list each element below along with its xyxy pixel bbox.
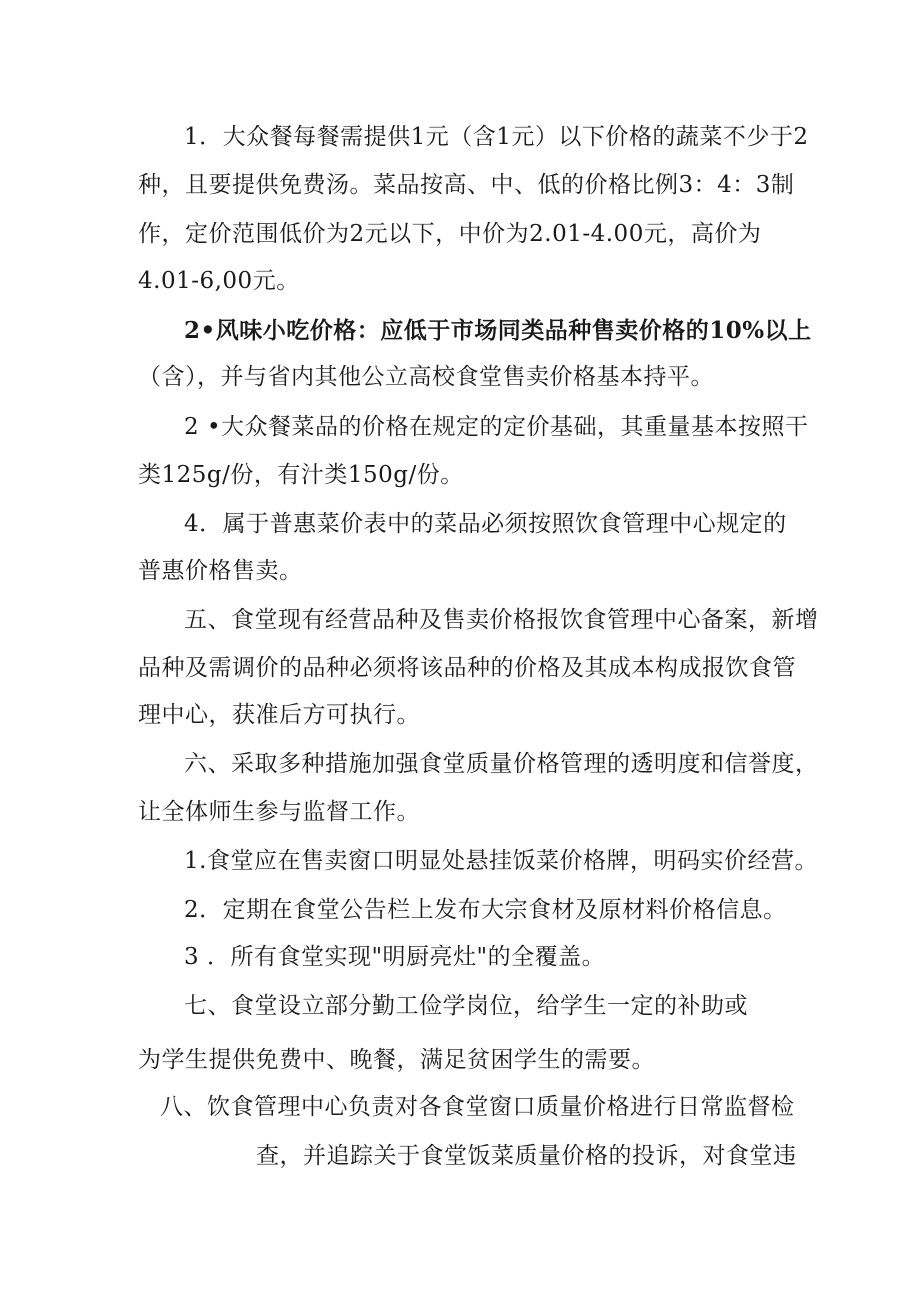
text-line: 4.01-6,00元。 bbox=[138, 268, 300, 294]
text-line: 六、采取多种措施加强食堂质量价格管理的透明度和信誉度， bbox=[184, 751, 819, 777]
text-line: 作，定价范围低价为2元以下，中价为2.01-4.00元，高价为 bbox=[138, 221, 762, 247]
text-line: （含），并与省内其他公立高校食堂售卖价格基本持平。 bbox=[138, 364, 714, 390]
text-line: 2 •大众餐菜品的价格在规定的定价基础，其重量基本按照干 bbox=[184, 414, 809, 440]
text-line: 八、饮食管理中心负责对各食堂窗口质量价格进行日常监督检 bbox=[160, 1094, 795, 1120]
text-line: 七、食堂设立部分勤工俭学岗位，给学生一定的补助或 bbox=[184, 993, 748, 1019]
text-line: 4．属于普惠菜价表中的菜品必须按照饮食管理中心规定的 bbox=[184, 511, 787, 537]
text-line: 查，并追踪关于食堂饭菜质量价格的投诉，对食堂违 bbox=[256, 1143, 797, 1169]
text-line: 理中心，获准后方可执行。 bbox=[138, 702, 420, 728]
text-line: 类125g/份，有汁类150g/份。 bbox=[138, 462, 464, 488]
text-line: 2•风味小吃价格：应低于市场同类品种售卖价格的10%以上 bbox=[184, 317, 812, 344]
text-line: 1.食堂应在售卖窗口明显处悬挂饭菜价格牌，明码实价经营。 bbox=[184, 848, 818, 874]
text-line: 3 ．所有食堂实现"明厨亮灶"的全覆盖。 bbox=[184, 944, 606, 970]
text-line: 普惠价格售卖。 bbox=[138, 558, 303, 584]
text-line: 为学生提供免费中、晚餐，满足贫困学生的需要。 bbox=[138, 1047, 655, 1073]
text-line: 五、食堂现有经营品种及售卖价格报饮食管理中心备案，新增 bbox=[184, 607, 819, 633]
text-line: 种，且要提供免费汤。菜品按高、中、低的价格比例3：4：3制 bbox=[138, 172, 795, 198]
text-line: 让全体师生参与监督工作。 bbox=[138, 799, 420, 825]
text-line: 品种及需调价的品种必须将该品种的价格及其成本构成报饮食管 bbox=[138, 655, 796, 681]
text-line: 2．定期在食堂公告栏上发布大宗食材及原材料价格信息。 bbox=[184, 897, 787, 923]
text-line: 1．大众餐每餐需提供1元（含1元）以下价格的蔬菜不少于2 bbox=[184, 124, 809, 150]
